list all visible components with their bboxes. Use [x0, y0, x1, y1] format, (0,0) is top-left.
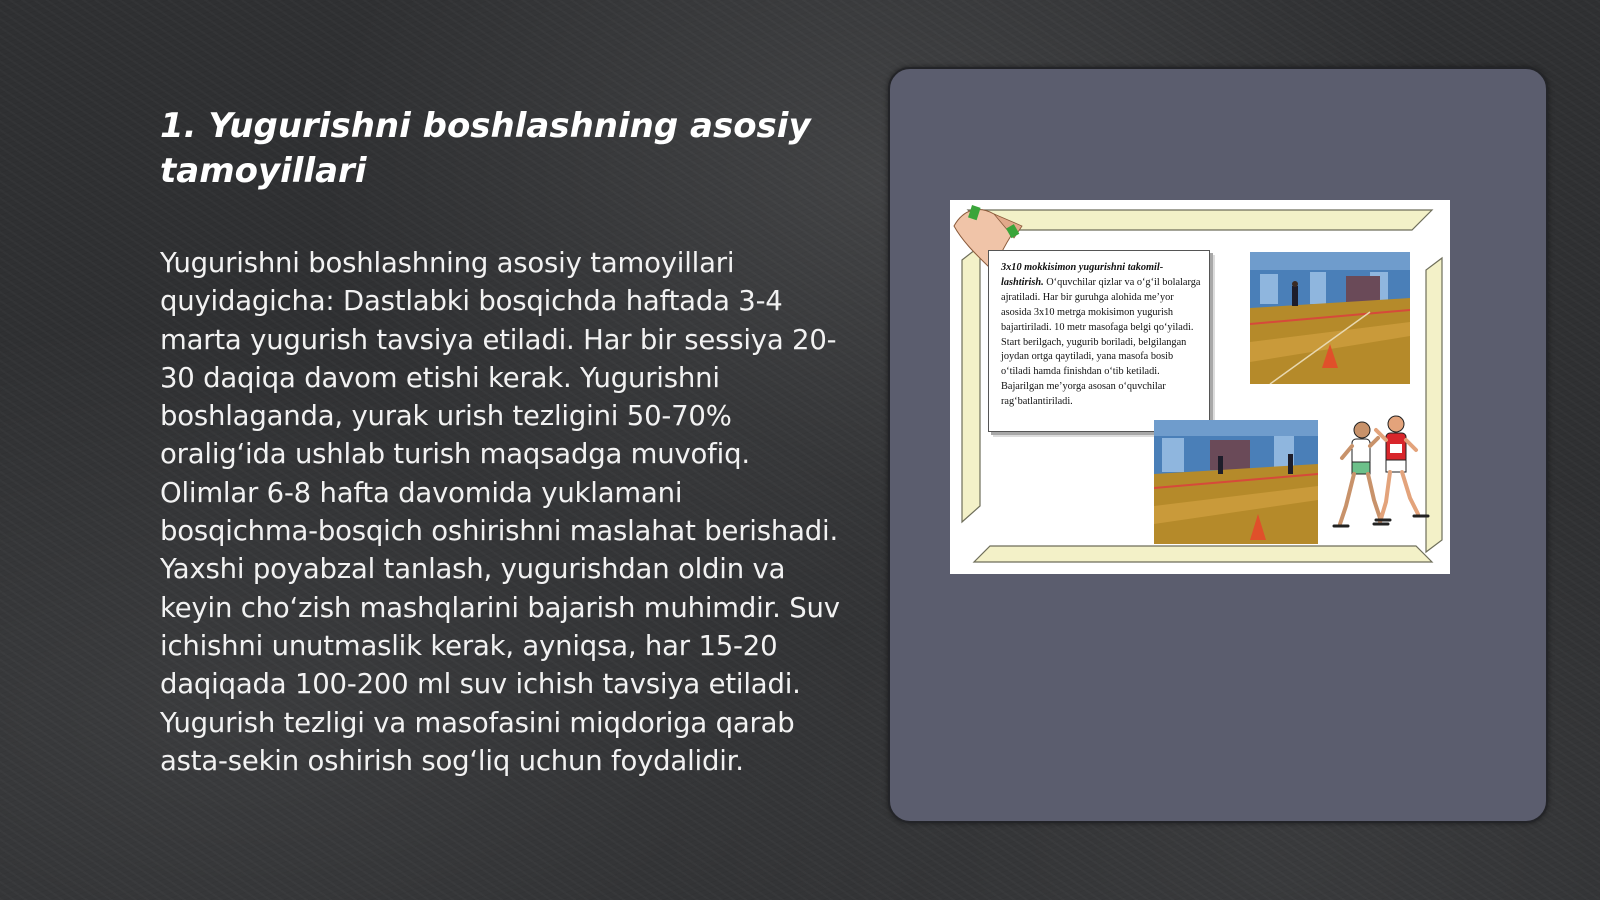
exercise-text: O‘quvchilar qizlar va o‘g‘il bolalarga ajratiladi. Har bir guruhga alohida me’yor asosida 3x10 metrga mokisimon yugurish bajartiriladi. 10 metr masofaga belgi qo‘yiladi. Start berilgach, yugurib boriladi, belgilangan joydan ortga qaytiladi, yana masofa bosib o‘tiladi hamda finishdan o‘tib ketiladi. Bajarilgan me’yorga asosan o‘quvchilar rag‘batlantiriladi. [1001, 276, 1201, 408]
slide-body-text: Yugurishni boshlashning asosiy tamoyillari quyidagicha: Dastlabki bosqichda haftada 3-4 marta yugurish tavsiya etiladi. Har bir sessiya 20-30 daqiqa davom etishi kerak. Yugurishni boshlaganda, yurak urish tezligini 50-70% oralig‘ida ushlab turish maqsadga muvofiq. Olimlar 6-8 hafta davomida yuklamani bosqichma-bosqich oshirishni maslahat berishadi. Yaxshi poyabzal tanlash, yugurishdan oldin va keyin cho‘zish mashqlarini bajarish muhimdir. Suv ichishni unutmaslik kerak, ayniqsa, har 15-20 daqiqada 100-200 ml suv ichish tavsiya etiladi. Yugurish tezligi va masofasini miqdoriga qarab asta-sekin oshirish sog‘liq uchun foydalidir. [160, 247, 840, 777]
slide-title: 1. Yugurishni boshlashning asosiy tamoyillari [160, 106, 811, 191]
exercise-description-box [988, 250, 1210, 432]
gym-photo-bottom [1154, 420, 1318, 544]
gym-photo-top [1250, 252, 1410, 384]
runners-cartoon [1334, 416, 1428, 526]
textbook-page-image [950, 200, 1450, 574]
exercise-heading: 3x10 mokkisimon yugurishni takomil-lashtirish. [1001, 262, 1164, 288]
